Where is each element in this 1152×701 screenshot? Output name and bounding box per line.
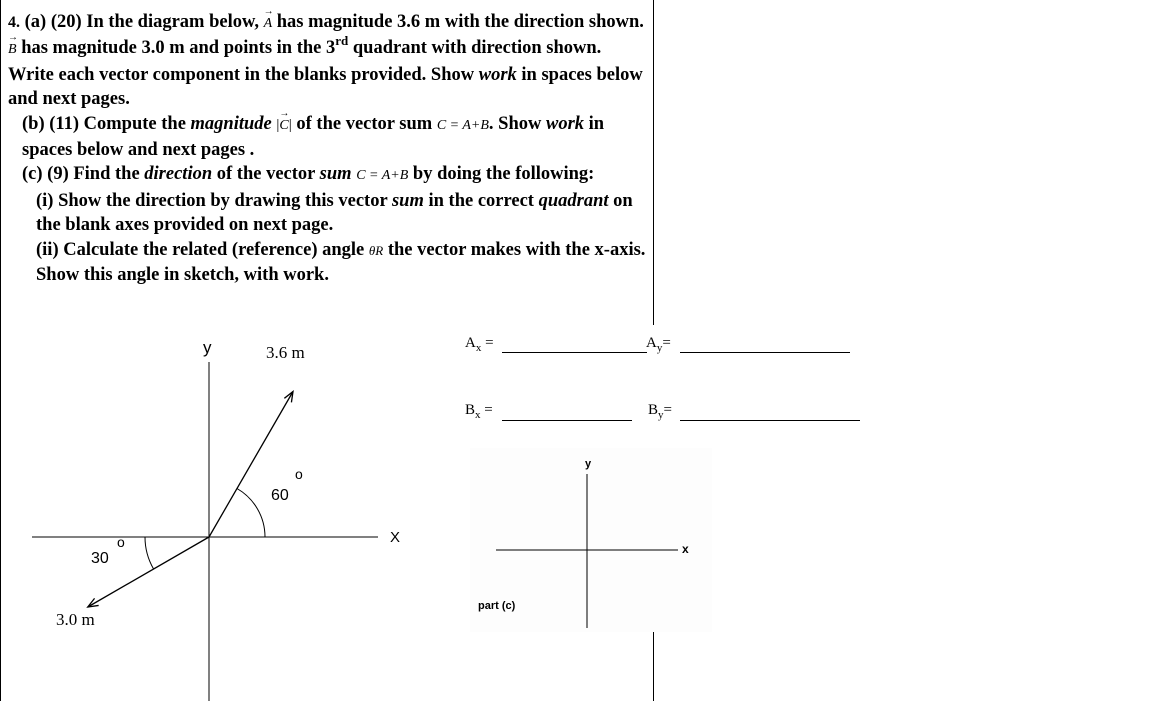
Ay-blank[interactable]	[680, 352, 850, 353]
vector-B-symbol: → B	[8, 38, 17, 62]
angle-arc-30	[145, 537, 154, 569]
angle-60-label: 60	[271, 487, 289, 504]
vector-A-symbol: → A	[264, 12, 273, 36]
part-c-caption: part (c)	[478, 600, 516, 612]
angle-30-degree: o	[117, 534, 125, 550]
part-c-x-label: x	[682, 542, 689, 556]
By-blank[interactable]	[680, 420, 860, 421]
part-a-text: 4. (a) (20) In the diagram below, → A has magnitude 3.6 m with the direction shown. → B has magnitude 3.0 m and points in the 3rd quadrant with direction shown. Write each vector component in the blanks provided. Show work in spaces below and next pages.	[8, 10, 648, 112]
angle-60-degree: o	[295, 466, 303, 482]
Bx-blank[interactable]	[502, 420, 632, 421]
By-label: $B_y=$	[648, 402, 672, 421]
vector-A-arrowhead	[284, 392, 293, 403]
part-c-ii-text: (ii) Calculate the related (reference) angle θR the vector makes with the x-axis. Show this angle in sketch, with work.	[36, 239, 646, 286]
Ax-label: $A_x$ =	[465, 335, 494, 354]
vector-B-line	[88, 537, 209, 607]
vector-B-arrowhead	[88, 598, 99, 607]
diagram-y-label: y	[203, 338, 212, 357]
part-c-axes-panel[interactable]	[470, 448, 712, 632]
part-c-y-label: y	[585, 458, 592, 470]
angle-arc-60	[237, 489, 265, 537]
vector-diagram	[0, 0, 440, 701]
Ax-blank[interactable]	[502, 352, 647, 353]
right-border-top	[653, 0, 654, 325]
part-c-i-text: (i) Show the direction by drawing this vector sum in the correct quadrant on the blank axes provided on next page.	[36, 190, 633, 236]
angle-30-label: 30	[91, 550, 109, 567]
right-border-bottom	[653, 632, 654, 701]
diagram-x-label: X	[390, 529, 401, 546]
part-c-text: (c) (9) Find the direction of the vector sum C = A+B by doing the following:	[22, 164, 595, 185]
Ay-label: $A_y=$	[646, 335, 671, 354]
B-magnitude-label: 3.0 m	[56, 610, 95, 629]
A-magnitude-label: 3.6 m	[266, 343, 305, 362]
Bx-label: $B_x$ =	[465, 402, 493, 421]
part-b-text: (b) (11) Compute the magnitude |→ C| of the vector sum C = A+B. Show work in spaces below and next pages .	[8, 112, 648, 163]
vector-A-line	[209, 392, 293, 537]
